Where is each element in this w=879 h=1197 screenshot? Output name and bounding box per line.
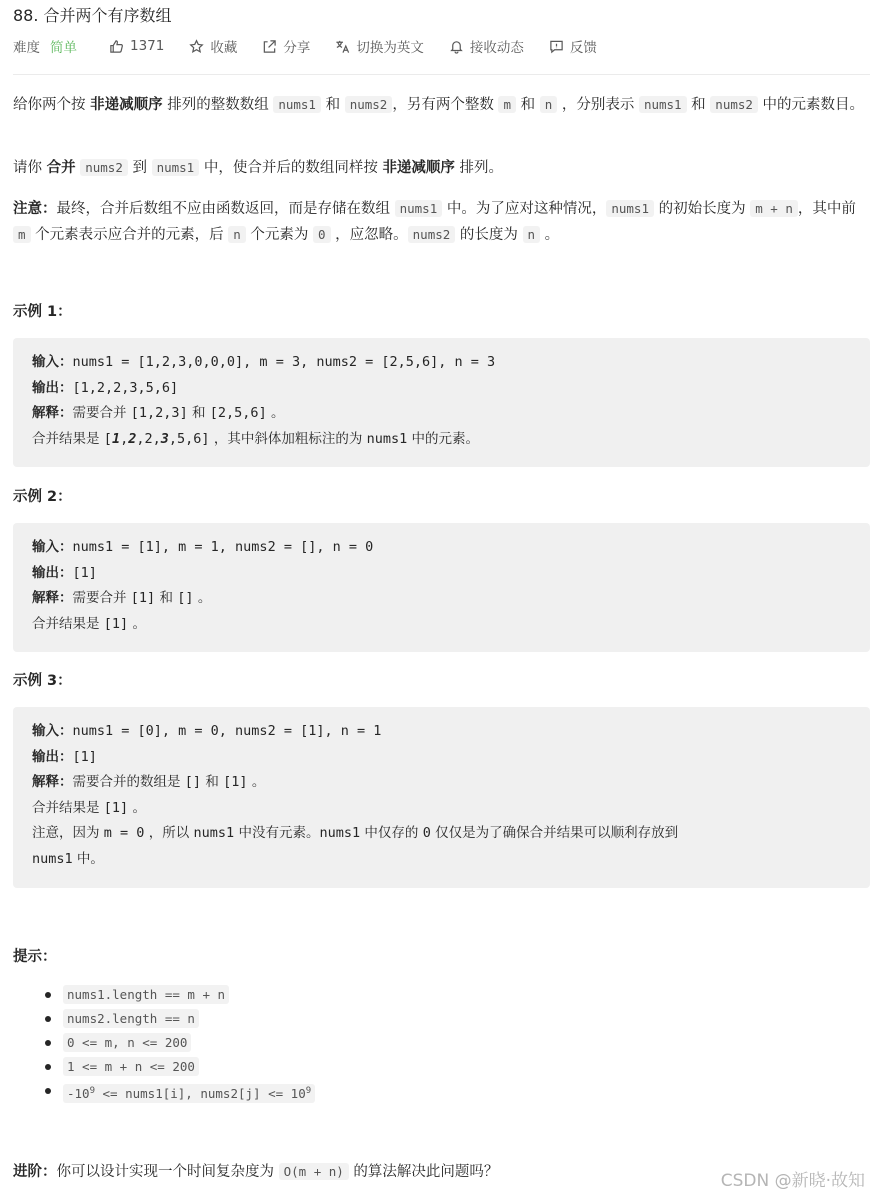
example-1-block <box>13 338 870 467</box>
description-note: 注意：最终，合并后数组不应由函数返回，而是存储在数组 nums1 中。为了应对这种情况， nums1 的初始长度为 m + n ，其中前 m 个元素表示应合并的元素，后 n 个元素为 0 ，应忽略。 nums2 的长度为 n 。 <box>13 201 856 243</box>
star-icon <box>189 39 204 54</box>
example-explain-line: 解释：需要合并 [1,2,3] 和 [2,5,6] 。 <box>32 405 285 421</box>
example-input-line: 输入：nums1 = [1,2,3,0,0,0], m = 3, nums2 = [2,5,6], n = 3 <box>32 354 496 370</box>
example-3-title: 示例 3： <box>13 673 72 689</box>
thumbs-up-icon <box>109 39 124 54</box>
hints-list <box>13 983 315 1103</box>
description-paragraph-1: 给你两个按 非递减顺序 排列的整数数组 nums1 和 nums2 ，另有两个整数 m 和 n ，分别表示 nums1 和 nums2 中的元素数目。 <box>13 97 865 113</box>
hint-item: nums1.length == m + n <box>63 983 315 1007</box>
favorite-label: 收藏 <box>210 40 238 56</box>
example-2-block <box>13 523 870 652</box>
hint-item: $-10^9$ <= nums1[i], nums2[j] <= $10^9$ <box>63 1079 315 1103</box>
example-note-line: 注意，因为 m = 0 ，所以 nums1 中没有元素。nums1 中仅存的 0 仅仅是为了确保合并结果可以顺利存放到 nums1 中。 <box>32 825 679 867</box>
favorite-button[interactable] <box>189 36 237 56</box>
hint-item: 1 <= m + n <= 200 <box>63 1055 315 1079</box>
translate-icon <box>335 39 350 54</box>
example-output-line: 输出：[1] <box>32 748 97 765</box>
description-paragraph-2: 请你 合并 nums2 到 nums1 中，使合并后的数组同样按 非递减顺序 排列。 <box>13 160 504 176</box>
feedback-button[interactable] <box>549 36 597 56</box>
example-3-block <box>13 707 870 888</box>
share-icon <box>262 39 277 54</box>
csdn-watermark: CSDN @新晓·故知 <box>720 1171 865 1191</box>
bell-icon <box>449 39 464 54</box>
example-explain-line: 解释：需要合并 [1] 和 [] 。 <box>32 590 212 606</box>
problem-meta-bar <box>13 36 622 56</box>
example-input-line: 输入：nums1 = [1], m = 1, nums2 = [], n = 0 <box>32 539 374 555</box>
subscribe-label: 接收动态 <box>469 40 524 56</box>
advanced-note: 进阶：你可以设计实现一个时间复杂度为 O(m + n) 的算法解决此问题吗？ <box>13 1164 499 1180</box>
example-explain-line: 解释：需要合并的数组是 [] 和 [1] 。 <box>32 774 266 790</box>
problem-title: 88. 合并两个有序数组 <box>13 6 172 25</box>
switch-language-label: 切换为英文 <box>356 40 424 56</box>
subscribe-button[interactable] <box>449 36 524 56</box>
example-input-line: 输入：nums1 = [0], m = 0, nums2 = [1], n = 1 <box>32 723 382 739</box>
difficulty-badge: 简单 <box>50 40 77 56</box>
hint-item: 0 <= m, n <= 200 <box>63 1031 315 1055</box>
like-button[interactable] <box>109 38 164 54</box>
example-2-title: 示例 2： <box>13 489 72 505</box>
header-divider <box>13 74 870 75</box>
example-result-line: 合并结果是 [1,2,2,3,5,6] ，其中斜体加粗标注的为 nums1 中的元素。 <box>32 430 480 447</box>
feedback-label: 反馈 <box>569 40 597 56</box>
example-output-line: 输出：[1,2,2,3,5,6] <box>32 379 179 396</box>
switch-language-button[interactable] <box>335 36 424 56</box>
example-result-line: 合并结果是 [1] 。 <box>32 615 146 632</box>
difficulty-label: 难度 <box>13 40 40 56</box>
example-output-line: 输出：[1] <box>32 564 97 581</box>
likes-count: 1371 <box>130 38 165 54</box>
feedback-icon <box>549 39 564 54</box>
hint-item: nums2.length == n <box>63 1007 315 1031</box>
share-button[interactable] <box>262 36 310 56</box>
share-label: 分享 <box>283 40 311 56</box>
example-1-title: 示例 1： <box>13 304 72 320</box>
example-result-line: 合并结果是 [1] 。 <box>32 799 146 816</box>
hints-title: 提示： <box>13 949 57 965</box>
